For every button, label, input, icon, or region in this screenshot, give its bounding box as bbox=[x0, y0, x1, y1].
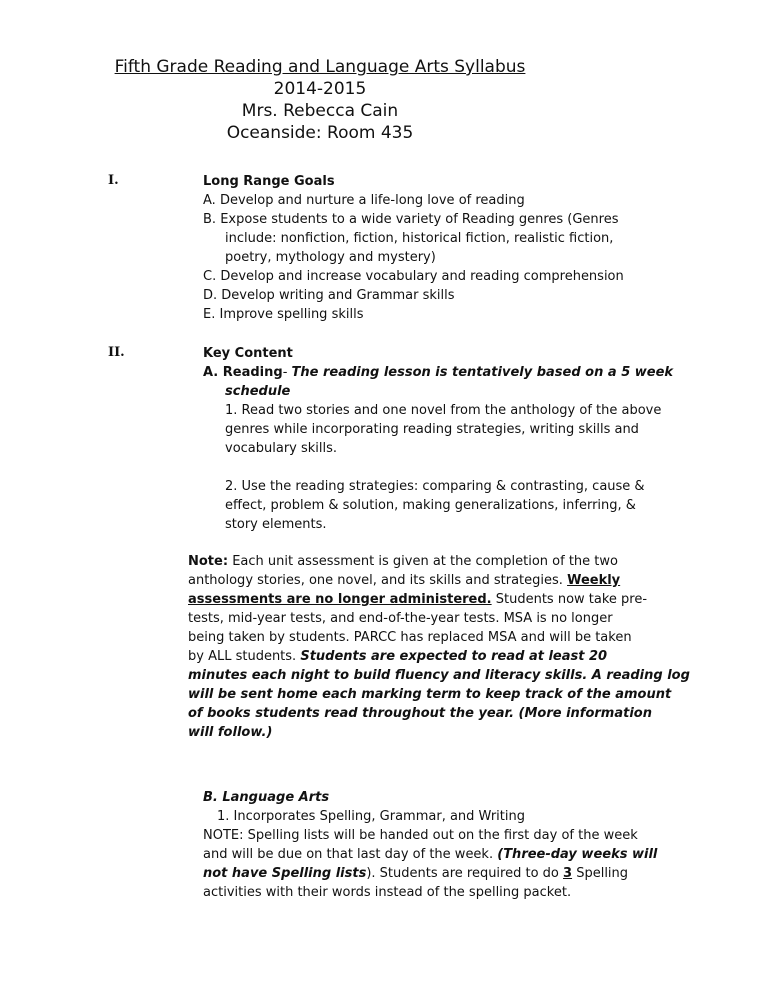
reading-point-2-line1: 2. Use the reading strategies: comparing & contrasting, cause & bbox=[225, 479, 645, 494]
section-numeral-2: II. bbox=[108, 345, 125, 360]
section2-heading: Key Content bbox=[203, 346, 293, 361]
reading-point-1-line1: 1. Read two stories and one novel from the anthology of the above bbox=[225, 403, 662, 418]
note-line-7: minutes each night to build fluency and literacy skills. A reading log bbox=[188, 668, 690, 683]
reading-point-2-line3: story elements. bbox=[225, 517, 327, 532]
reading-point-2-line2: effect, problem & solution, making generalizations, inferring, & bbox=[225, 498, 636, 513]
spelling-note-line-3: not have Spelling lists). Students are required to do 3 Spelling bbox=[203, 866, 629, 881]
goal-item-e: E. Improve spelling skills bbox=[203, 307, 364, 322]
note-line-8: will be sent home each marking term to keep track of the amount bbox=[188, 687, 672, 702]
note-line-4: tests, mid-year tests, and end-of-the-year tests. MSA is no longer bbox=[188, 611, 613, 626]
reading-heading-cont: schedule bbox=[225, 384, 291, 399]
reading-point-1-line3: vocabulary skills. bbox=[225, 441, 338, 456]
goal-item-b-cont1: include: nonfiction, fiction, historical fiction, realistic fiction, bbox=[225, 231, 614, 246]
spelling-note-line-2: and will be due on that last day of the week. (Three-day weeks will bbox=[203, 847, 658, 862]
school-year: 2014-2015 bbox=[273, 79, 367, 99]
note-line-9: of books students read throughout the year. (More information bbox=[188, 706, 652, 721]
goal-item-b-cont2: poetry, mythology and mystery) bbox=[225, 250, 436, 265]
goal-item-c: C. Develop and increase vocabulary and reading comprehension bbox=[203, 269, 624, 284]
note-line-6: by ALL students. Students are expected to read at least 20 bbox=[188, 649, 608, 664]
goal-item-d: D. Develop writing and Grammar skills bbox=[203, 288, 455, 303]
teacher-name: Mrs. Rebecca Cain bbox=[241, 101, 399, 121]
note-line-2: anthology stories, one novel, and its skills and strategies. Weekly bbox=[188, 573, 621, 588]
spelling-note-line-4: activities with their words instead of the spelling packet. bbox=[203, 885, 572, 900]
document-header bbox=[0, 56, 640, 144]
room-location: Oceanside: Room 435 bbox=[226, 123, 414, 143]
language-arts-heading: B. Language Arts bbox=[203, 790, 330, 805]
reading-heading: A. Reading- The reading lesson is tentatively based on a 5 week bbox=[203, 365, 674, 380]
section1-heading: Long Range Goals bbox=[203, 174, 335, 189]
section-numeral-1: I. bbox=[108, 173, 119, 188]
note-line-1: Note: Each unit assessment is given at the completion of the two bbox=[188, 554, 618, 569]
document-title: Fifth Grade Reading and Language Arts Syllabus bbox=[114, 57, 526, 77]
note-line-10: will follow.) bbox=[188, 725, 273, 740]
goal-item-b: B. Expose students to a wide variety of Reading genres (Genres bbox=[203, 212, 619, 227]
goal-item-a: A. Develop and nurture a life-long love of reading bbox=[203, 193, 525, 208]
language-arts-item-1: 1. Incorporates Spelling, Grammar, and Writing bbox=[217, 809, 525, 824]
reading-point-1-line2: genres while incorporating reading strategies, writing skills and bbox=[225, 422, 639, 437]
note-line-5: being taken by students. PARCC has replaced MSA and will be taken bbox=[188, 630, 632, 645]
spelling-note-line-1: NOTE: Spelling lists will be handed out on the first day of the week bbox=[203, 828, 638, 843]
note-line-3: assessments are no longer administered. Students now take pre- bbox=[188, 592, 648, 607]
